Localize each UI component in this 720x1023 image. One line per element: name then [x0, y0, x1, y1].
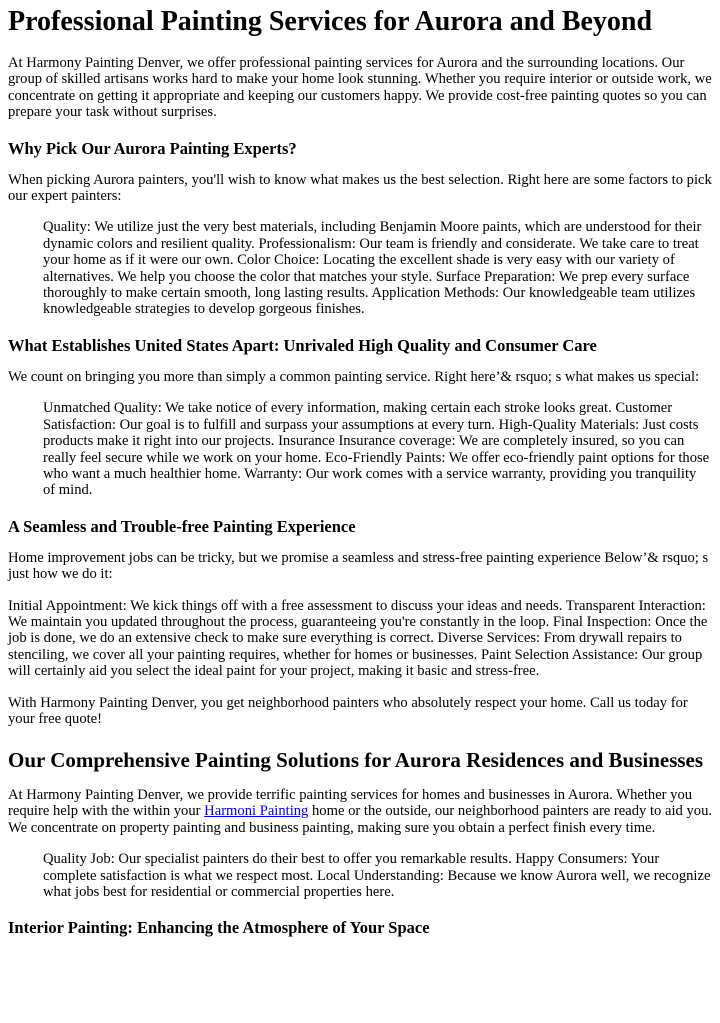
section-heading-comprehensive-solutions: Our Comprehensive Painting Solutions for Aurora Residences and Businesses: [8, 748, 704, 773]
what-sets-apart-paragraph: We count on bringing you more than simply a common painting service. Right here’& rsquo; s what makes us special:: [8, 368, 700, 385]
intro-paragraph: At Harmony Painting Denver, we offer professional painting services for Aurora and the surrounding locations. Our group of skilled artisans works hard to make your home look stunning. Whether you require interior or outside work, we concentrate on getting it appropriate and keeping our customers happy. We provide cost-free painting quotes so you can prepare your task without surprises.: [8, 55, 712, 121]
section-heading-seamless-experience: A Seamless and Trouble-free Painting Experience: [8, 516, 356, 536]
comprehensive-text-after-link: home or the outside, our neighborhood painters are ready to aid you. We concentrate on property painting and business painting, making sure you obtain a perfect finish every time.: [8, 803, 713, 836]
seamless-paragraph-1: Home improvement jobs can be tricky, but we promise a seamless and stress-free painting experience Below’& rsquo; s just how we do it:: [8, 549, 709, 583]
section-heading-interior-painting: Interior Painting: Enhancing the Atmosphere of Your Space: [8, 918, 430, 938]
why-pick-paragraph: When picking Aurora painters, you'll wish to know what makes us the best selection. Right here are some factors to pick our expert painters:: [8, 171, 712, 205]
seamless-paragraph-2: Initial Appointment: We kick things off with a free assessment to discuss your ideas and needs. Transparent Interaction: We maintain you updated throughout the process, guaranteeing you're constantly in the loop. Final Inspection: Once the job is done, we do an extensive check to make sure everything is correct. Diverse Services: From drywall repairs to stenciling, we cover all your painting requires, whether for homes or businesses. Paint Selection Assistance: Our group will certainly aid you select the ideal paint for your project, making it basic and stress-free.: [8, 597, 708, 680]
page-title: Professional Painting Services for Aurora and Beyond: [8, 6, 653, 37]
article: [0, 6, 720, 937]
section-heading-what-sets-apart: What Establishes United States Apart: Unrivaled High Quality and Consumer Care: [8, 335, 597, 355]
comprehensive-blockquote: Quality Job: Our specialist painters do their best to offer you remarkable results. Happy Consumers: Your complete satisfaction is what we respect most. Local Understanding: Because we know Aurora well, we recognize what jobs best for residential or commercial properties here.: [43, 851, 711, 900]
comprehensive-text-before-link: At Harmony Painting Denver, we provide terrific painting services for homes and businesses in Aurora. Whether you require help with the within your: [8, 786, 693, 820]
harmoni-painting-link[interactable]: Harmoni Painting: [204, 803, 309, 820]
seamless-paragraph-3: With Harmony Painting Denver, you get neighborhood painters who absolutely respect your home. Call us today for your free quote!: [8, 694, 688, 727]
section-heading-why-pick: Why Pick Our Aurora Painting Experts?: [8, 138, 297, 158]
comprehensive-paragraph: [8, 787, 712, 836]
why-pick-blockquote: Quality: We utilize just the very best materials, including Benjamin Moore paints, which are understood for their dynamic colors and resilient quality. Professionalism: Our team is friendly and considerate. We take care to treat your home as if it were our own. Color Choice: Locating the excellent shade is very easy with our variety of alternatives. We help you choose the color that matches your style. Surface Preparation: We prep every surface thoroughly to make certain smooth, long lasting results. Application Methods: Our knowledgeable team utilizes knowledgeable strategies to develop gorgeous finishes.: [43, 219, 702, 318]
what-sets-apart-blockquote: Unmatched Quality: We take notice of every information, making certain each stroke looks great. Customer Satisfaction: Our goal is to fulfill and surpass your assumptions at every turn. High-Quality Materials: Just costs products make it right into our projects. Insurance Insurance coverage: We are completely insured, so you can really feel secure while we work on your home. Eco-Friendly Paints: We offer eco-friendly paint options for those who want a much healthier home. Warranty: Our work comes with a service warranty, providing you tranquility of mind.: [43, 400, 710, 499]
